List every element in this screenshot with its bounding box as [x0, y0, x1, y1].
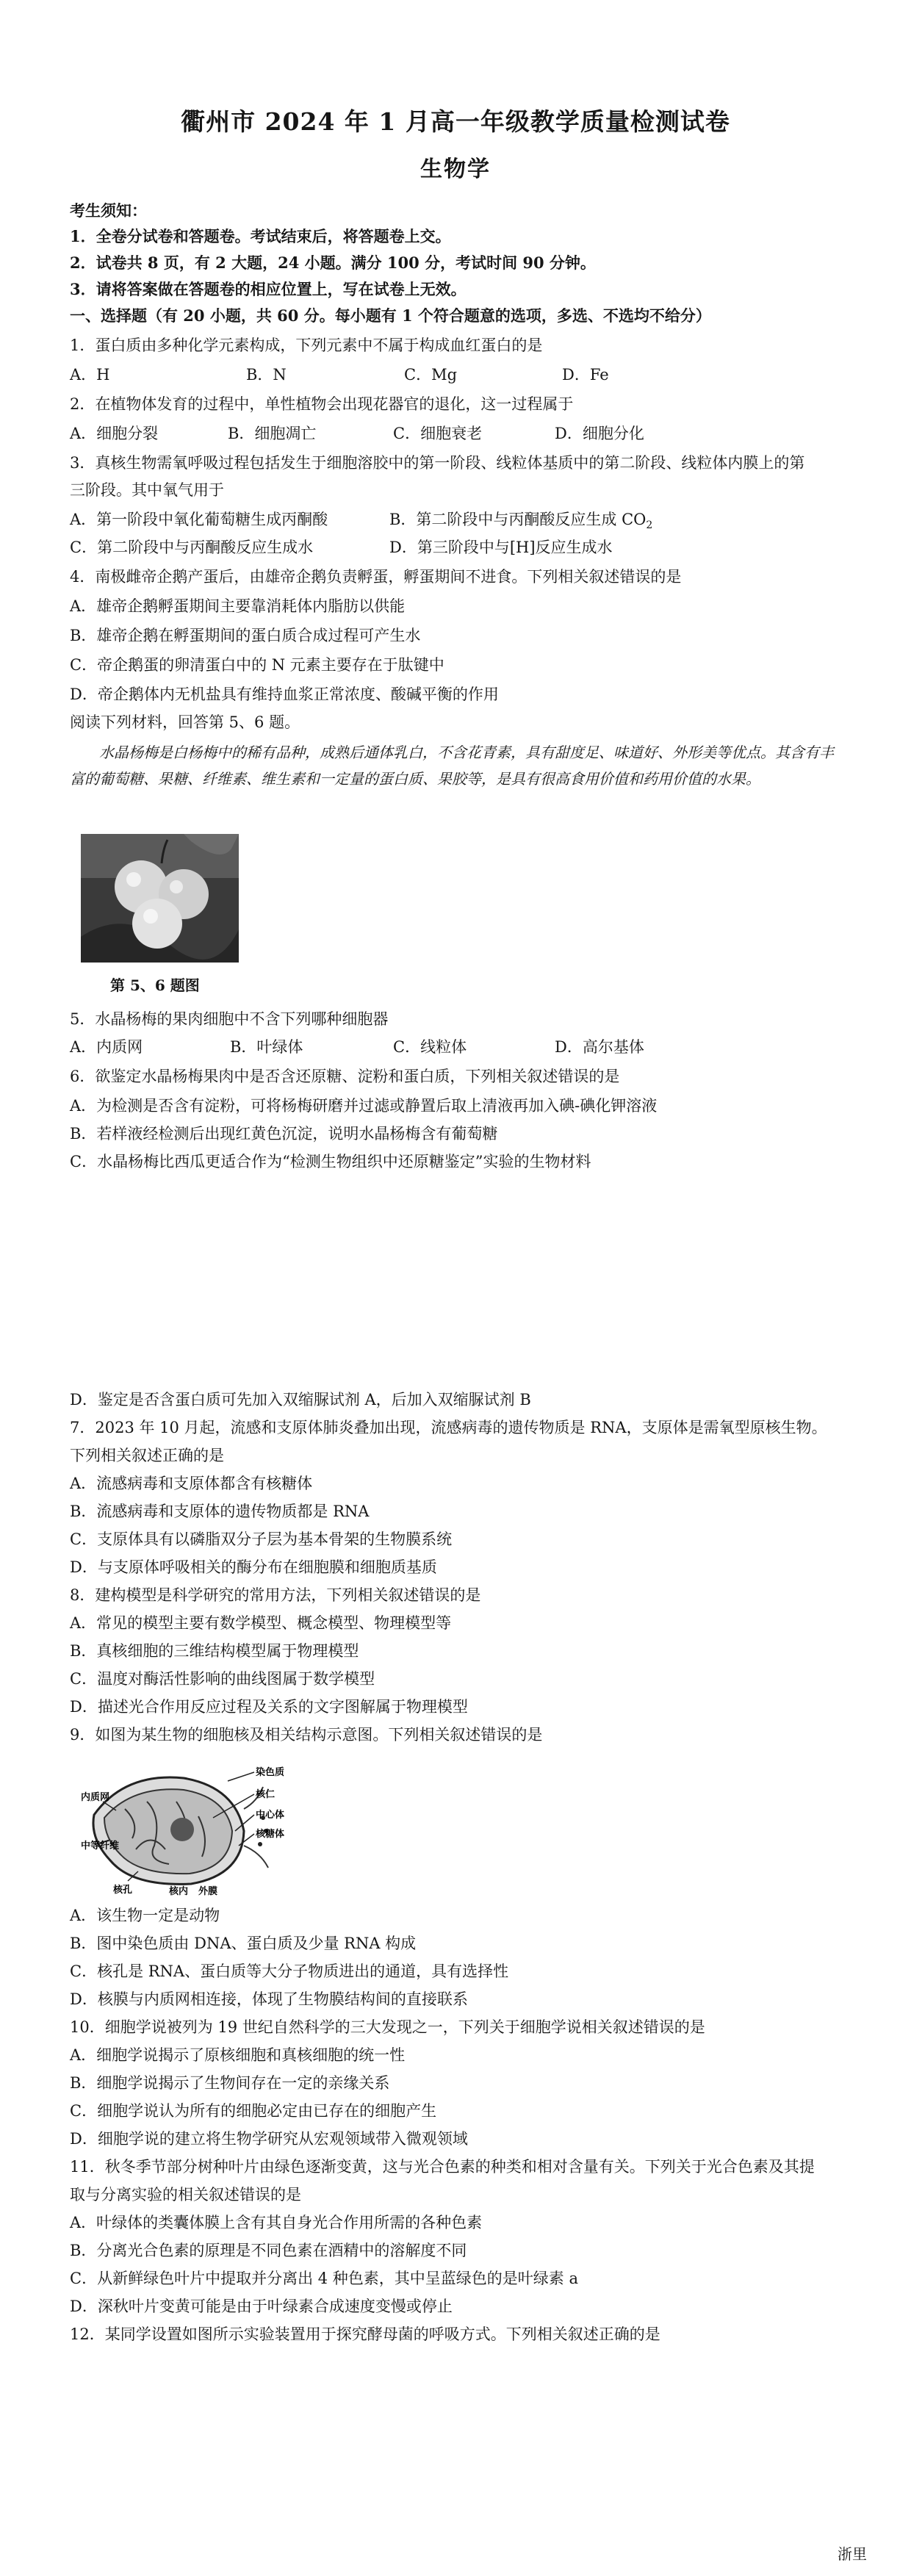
- passage-intro: 阅读下列材料，回答第 5、6 题。: [70, 713, 300, 731]
- subscript: 2: [646, 519, 653, 532]
- figure-caption: 第 5、6 题图: [110, 976, 200, 994]
- option: A．细胞分裂: [70, 425, 159, 442]
- notice-item: 3．请将答案做在答题卷的相应位置上，写在试卷上无效。: [70, 280, 467, 298]
- option: B．细胞学说揭示了生物间存在一定的亲缘关系: [70, 2074, 390, 2092]
- option-row: [70, 422, 841, 445]
- question-stem: 1．蛋白质由多种化学元素构成，下列元素中不属于构成血红蛋白的是: [70, 337, 543, 354]
- passage-text: 水晶杨梅是白杨梅中的稀有品种，成熟后通体乳白，不含花青素，具有甜度足、味道好、外形美等优点。其含有丰富的葡萄糖、果糖、纤维素、维生素和一定量的蛋白质、果胶等，是具有很高食用价值和药用价值的水果。: [70, 744, 834, 788]
- option: A．该生物一定是动物: [70, 1907, 220, 1924]
- label-mid-fiber: 中等纤维: [81, 1841, 120, 1852]
- question-stem: 12．某同学设置如图所示实验装置用于探究酵母菌的呼吸方式。下列相关叙述正确的是: [70, 2325, 660, 2343]
- option: C．Mg: [404, 366, 458, 384]
- option: C．第二阶段中与丙酮酸反应生成水: [70, 539, 314, 556]
- question-stem: 9．如图为某生物的细胞核及相关结构示意图。下列相关叙述错误的是: [70, 1726, 543, 1744]
- option: C．水晶杨梅比西瓜更适合作为“检测生物组织中还原糖鉴定”实验的生物材料: [70, 1153, 591, 1170]
- option: B．叶绿体: [230, 1038, 303, 1056]
- option: D．帝企鹅体内无机盐具有维持血浆正常浓度、酸碱平衡的作用: [70, 686, 499, 703]
- notice-heading: 考生须知：: [70, 201, 147, 220]
- notice-item: 2．试卷共 8 页，有 2 大题，24 小题。满分 100 分，考试时间 90 分钟。: [70, 253, 596, 272]
- question-stem: 5．水晶杨梅的果肉细胞中不含下列哪种细胞器: [70, 1010, 389, 1028]
- option: A．内质网: [70, 1038, 143, 1056]
- option-row: [70, 508, 841, 530]
- label-ribosome: 核糖体: [256, 1829, 285, 1840]
- option-row: [70, 536, 841, 558]
- question-stem: 取与分离实验的相关叙述错误的是: [70, 2186, 301, 2203]
- option: A．叶绿体的类囊体膜上含有其自身光合作用所需的各种色素: [70, 2214, 483, 2231]
- question-stem: 三阶段。其中氧气用于: [70, 481, 224, 499]
- question-stem: 7．2023 年 10 月起，流感和支原体肺炎叠加出现，流感病毒的遗传物质是 RNA，支原体是需氧型原核生物。: [70, 1419, 827, 1436]
- label-pore: 核孔: [113, 1885, 133, 1896]
- notice-item: 1．全卷分试卷和答题卷。考试结束后，将答题卷上交。: [70, 227, 451, 245]
- option: D．与支原体呼吸相关的酶分布在细胞膜和细胞质基质: [70, 1558, 437, 1576]
- option-row: [70, 1036, 841, 1058]
- bayberry-photo: [81, 834, 239, 963]
- option: D．Fe: [562, 366, 609, 384]
- option: C．核孔是 RNA、蛋白质等大分子物质进出的通道，具有选择性: [70, 1962, 509, 1980]
- option: A．雄帝企鹅孵蛋期间主要靠消耗体内脂肪以供能: [70, 597, 406, 615]
- option: B．细胞凋亡: [228, 425, 317, 442]
- option: B．流感病毒和支原体的遗传物质都是 RNA: [70, 1503, 370, 1520]
- ribosome-dot: [258, 1842, 262, 1846]
- question-stem: 10．细胞学说被列为 19 世纪自然科学的三大发现之一，下列关于细胞学说相关叙述错误的是: [70, 2018, 705, 2036]
- question-stem: 2．在植物体发育的过程中，单性植物会出现花器官的退化，这一过程属于: [70, 395, 574, 413]
- option: D．第三阶段中与[H]反应生成水: [389, 539, 613, 556]
- option: D．描述光合作用反应过程及关系的文字图解属于物理模型: [70, 1698, 468, 1716]
- option: A．第一阶段中氧化葡萄糖生成丙酮酸: [70, 511, 328, 528]
- label-er: 内质网: [81, 1792, 110, 1803]
- label-outer: 外膜: [198, 1886, 218, 1897]
- exam-title: 衢州市 2024 年 1 月高一年级教学质量检测试卷: [181, 107, 730, 136]
- label-nucleolus: 核仁: [256, 1789, 276, 1800]
- option: C．支原体具有以磷脂双分子层为基本骨架的生物膜系统: [70, 1530, 453, 1548]
- section-heading: 一、选择题（有 20 小题，共 60 分。每小题有 1 个符合题意的选项，多选、不选均不给分）: [70, 306, 711, 325]
- label-centriole: 中心体: [256, 1810, 285, 1821]
- option: C．细胞衰老: [393, 425, 483, 442]
- question-stem: 6．欲鉴定水晶杨梅果肉中是否含还原糖、淀粉和蛋白质，下列相关叙述错误的是: [70, 1068, 620, 1085]
- option: B．N: [246, 366, 287, 384]
- option: C．温度对酶活性影响的曲线图属于数学模型: [70, 1670, 375, 1688]
- option: C．帝企鹅蛋的卵清蛋白中的 N 元素主要存在于肽键中: [70, 656, 444, 674]
- option: D．深秋叶片变黄可能是由于叶绿素合成速度变慢或停止: [70, 2298, 453, 2315]
- subject-title: 生物学: [420, 156, 491, 182]
- question-stem: 8．建构模型是科学研究的常用方法，下列相关叙述错误的是: [70, 1586, 481, 1604]
- option: D．细胞学说的建立将生物学研究从宏观领域带入微观领域: [70, 2130, 468, 2148]
- option: B．雄帝企鹅在孵蛋期间的蛋白质合成过程可产生水: [70, 627, 421, 644]
- option: C．从新鲜绿色叶片中提取并分离出 4 种色素，其中呈蓝绿色的是叶绿素 a: [70, 2270, 578, 2287]
- option: B．若样液经检测后出现红黄色沉淀，说明水晶杨梅含有葡萄糖: [70, 1125, 498, 1143]
- option: C．线粒体: [393, 1038, 467, 1056]
- question-stem: 3．真核生物需氧呼吸过程包括发生于细胞溶胶中的第一阶段、线粒体基质中的第二阶段、线粒体内膜上的第: [70, 454, 805, 472]
- option: B．真核细胞的三维结构模型属于物理模型: [70, 1642, 359, 1660]
- label-inner: 核内: [169, 1886, 189, 1897]
- nucleolus: [170, 1818, 194, 1841]
- option: D．高尔基体: [555, 1038, 644, 1056]
- option-text: B．第二阶段中与丙酮酸反应生成 CO: [389, 511, 647, 528]
- question-stem: 4．南极雌帝企鹅产蛋后，由雄帝企鹅负责孵蛋，孵蛋期间不进食。下列相关叙述错误的是: [70, 568, 682, 586]
- option: C．细胞学说认为所有的细胞必定由已存在的细胞产生: [70, 2102, 437, 2120]
- option: A．为检测是否含有淀粉，可将杨梅研磨并过滤或静置后取上清液再加入碘-碘化钾溶液: [70, 1097, 658, 1115]
- option: [389, 508, 652, 536]
- option: B．图中染色质由 DNA、蛋白质及少量 RNA 构成: [70, 1935, 417, 1952]
- option: B．分离光合色素的原理是不同色素在酒精中的溶解度不同: [70, 2242, 467, 2259]
- nucleus-diagram: [81, 1757, 285, 1897]
- question-stem: 11．秋冬季节部分树种叶片由绿色逐渐变黄，这与光合色素的种类和相对含量有关。下列关于光合色素及其提: [70, 2158, 815, 2176]
- footer-mark: 浙里: [838, 2545, 867, 2563]
- option: A．流感病毒和支原体都含有核糖体: [70, 1475, 313, 1492]
- option: D．鉴定是否含蛋白质可先加入双缩脲试剂 A，后加入双缩脲试剂 B: [70, 1391, 531, 1408]
- question-stem: 下列相关叙述正确的是: [70, 1447, 224, 1464]
- option: A．H: [70, 366, 110, 384]
- label-chromatin: 染色质: [256, 1767, 285, 1778]
- option: A．常见的模型主要有数学模型、概念模型、物理模型等: [70, 1614, 452, 1632]
- option-row: [70, 364, 841, 386]
- option: D．细胞分化: [555, 425, 644, 442]
- option: A．细胞学说揭示了原核细胞和真核细胞的统一性: [70, 2046, 406, 2064]
- option: D．核膜与内质网相连接，体现了生物膜结构间的直接联系: [70, 1990, 468, 2008]
